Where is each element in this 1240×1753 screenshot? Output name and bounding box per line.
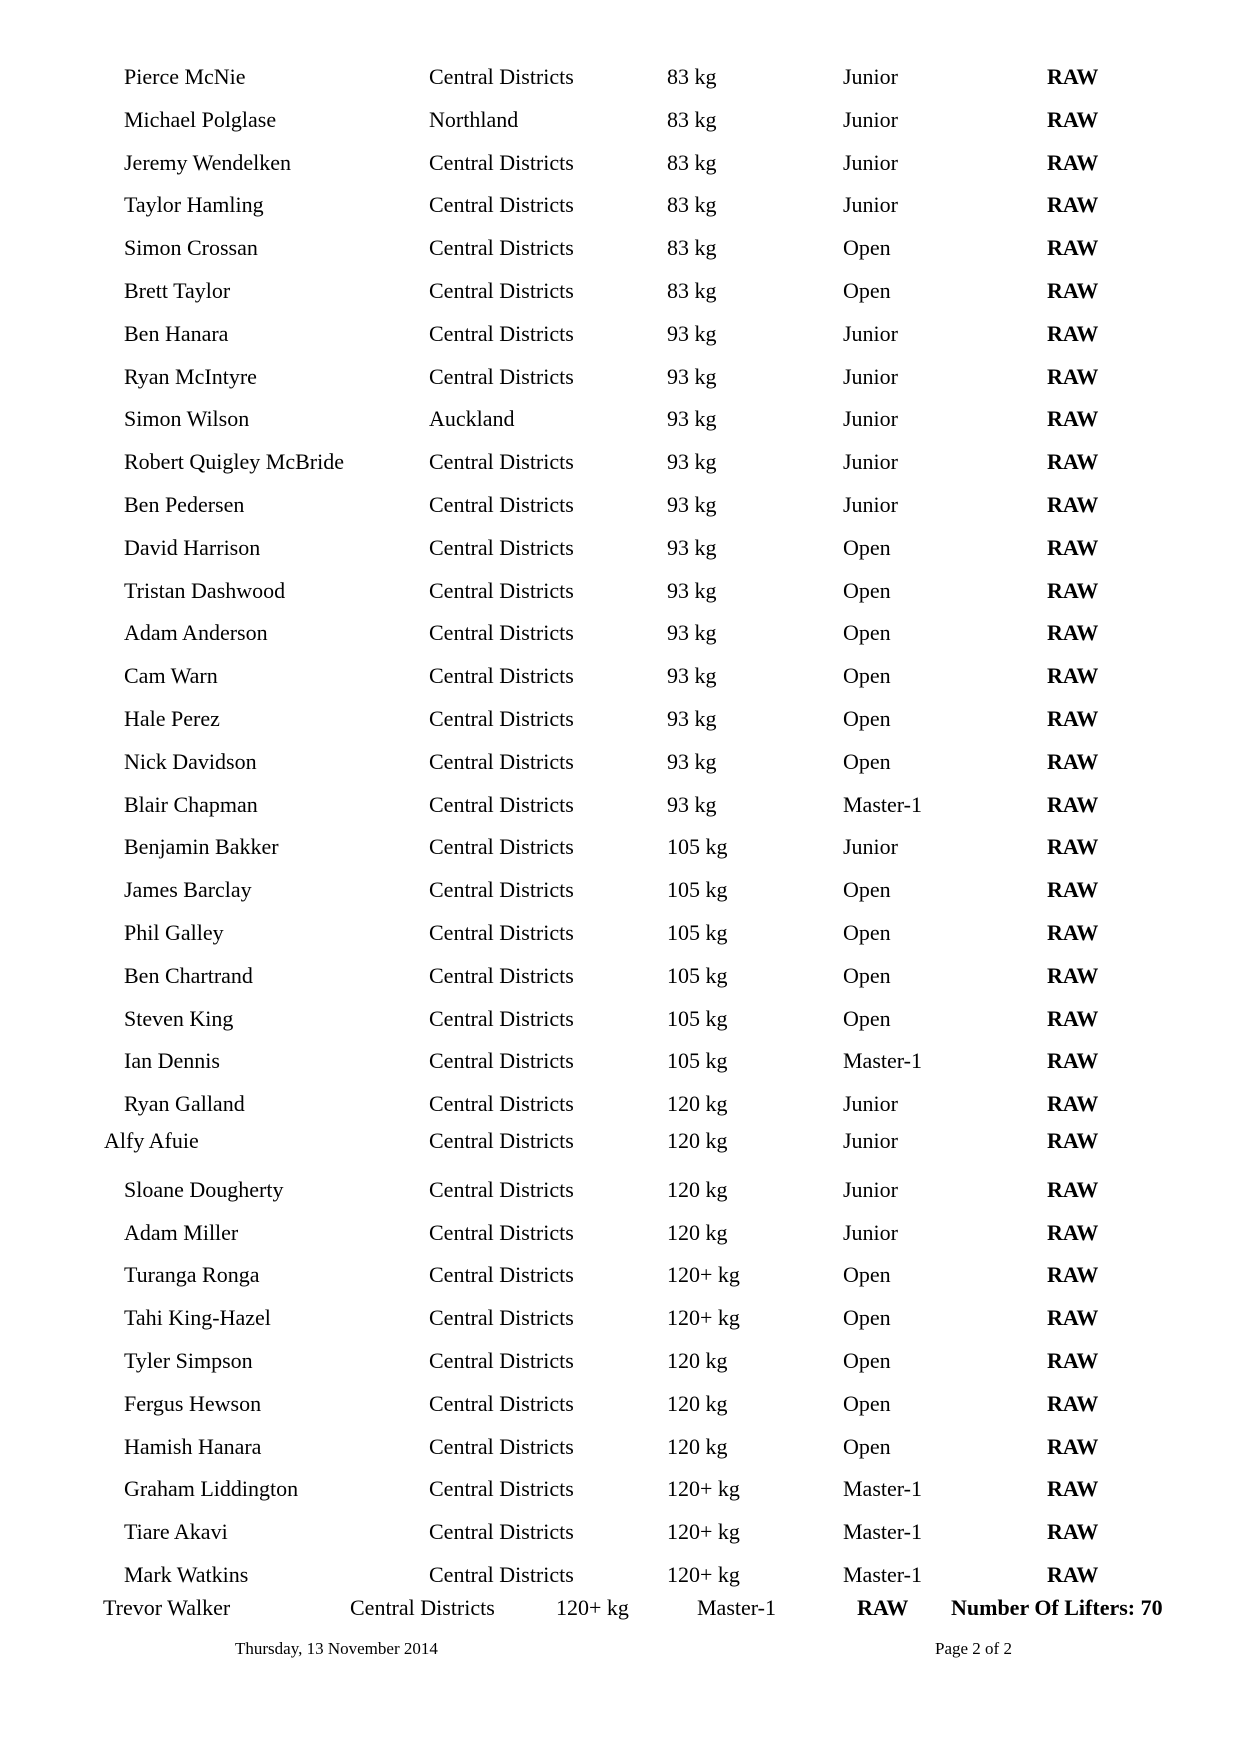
lifter-row bbox=[0, 1432, 1240, 1462]
division: Open bbox=[843, 534, 891, 560]
equipment-raw: RAW bbox=[1047, 1562, 1099, 1587]
division: Open bbox=[843, 1262, 891, 1288]
lifter-name: Jeremy Wendelken bbox=[124, 149, 292, 175]
lifter-district: Central Districts bbox=[429, 278, 574, 303]
lifter-row bbox=[0, 704, 1240, 734]
lifter-name: Tristan Dashwood bbox=[124, 577, 286, 603]
weight-class: 120 kg bbox=[667, 1091, 728, 1117]
lifter-name: Tiare Akavi bbox=[124, 1519, 228, 1545]
lifter-district: Auckland bbox=[429, 406, 515, 432]
division: Master-1 bbox=[843, 791, 922, 817]
lifter-district: Central Districts bbox=[429, 1091, 574, 1117]
lifter-row bbox=[0, 148, 1240, 178]
weight-class: 93 kg bbox=[667, 406, 717, 432]
weight-class: 120+ kg bbox=[667, 1305, 740, 1331]
division: Master-1 bbox=[843, 1048, 922, 1074]
lifter-row bbox=[0, 490, 1240, 520]
lifter-district: Central Districts bbox=[429, 1048, 574, 1074]
lifter-district: Central Districts bbox=[429, 1176, 574, 1202]
weight-class: 93 kg bbox=[667, 791, 717, 817]
lifter-district: Central Districts bbox=[429, 363, 574, 389]
lifter-row bbox=[0, 661, 1240, 691]
division: Junior bbox=[843, 149, 898, 175]
weight-class: 93 kg bbox=[667, 620, 717, 646]
lifter-name: Simon Wilson bbox=[124, 406, 250, 432]
equipment-raw: RAW bbox=[1047, 1091, 1099, 1117]
equipment-raw: RAW bbox=[1047, 1476, 1099, 1502]
weight-class: 93 kg bbox=[667, 748, 717, 774]
equipment-raw: RAW bbox=[1047, 1219, 1099, 1245]
lifter-district: Central Districts bbox=[429, 192, 574, 218]
weight-class: 105 kg bbox=[667, 834, 728, 860]
division: Open bbox=[843, 577, 891, 603]
lifter-row bbox=[0, 190, 1240, 220]
lifter-row bbox=[0, 1517, 1240, 1547]
division: Open bbox=[843, 1005, 891, 1031]
lifter-name: Adam Miller bbox=[124, 1219, 239, 1245]
weight-class: 120+ kg bbox=[667, 1476, 740, 1502]
division: Junior bbox=[843, 64, 898, 89]
lifter-name: Alfy Afuie bbox=[104, 1128, 199, 1153]
division: Open bbox=[843, 962, 891, 988]
lifter-name: Hale Perez bbox=[124, 706, 220, 731]
lifter-name: Fergus Hewson bbox=[124, 1390, 262, 1416]
division: Junior bbox=[843, 449, 898, 475]
lifter-district: Central Districts bbox=[429, 320, 574, 346]
lifter-row bbox=[0, 1004, 1240, 1034]
lifter-name: Ryan McIntyre bbox=[124, 363, 257, 389]
weight-class: 120+ kg bbox=[667, 1562, 740, 1587]
weight-class: 105 kg bbox=[667, 877, 728, 903]
lifter-row bbox=[0, 1175, 1240, 1205]
division: Junior bbox=[843, 834, 898, 860]
lifter-district: Central Districts bbox=[350, 1595, 495, 1620]
lifter-row bbox=[0, 1303, 1240, 1333]
division: Junior bbox=[843, 320, 898, 346]
lifter-row bbox=[0, 276, 1240, 306]
lifter-row bbox=[0, 362, 1240, 392]
weight-class: 93 kg bbox=[667, 706, 717, 731]
lifter-name: Tahi King-Hazel bbox=[124, 1305, 271, 1331]
equipment-raw: RAW bbox=[1047, 920, 1099, 945]
division: Master-1 bbox=[843, 1562, 922, 1587]
weight-class: 93 kg bbox=[667, 449, 717, 475]
division: Junior bbox=[843, 1176, 898, 1202]
lifter-name: Cam Warn bbox=[124, 663, 218, 689]
division: Junior bbox=[843, 192, 898, 218]
division: Junior bbox=[843, 406, 898, 432]
lifter-district: Central Districts bbox=[429, 64, 574, 89]
lifter-row bbox=[0, 404, 1240, 434]
lifter-row bbox=[0, 1089, 1240, 1119]
division: Open bbox=[843, 748, 891, 774]
division: Open bbox=[843, 663, 891, 689]
lifter-row bbox=[0, 1389, 1240, 1419]
lifter-name: Pierce McNie bbox=[124, 64, 246, 89]
equipment-raw: RAW bbox=[1047, 620, 1099, 646]
equipment-raw: RAW bbox=[857, 1595, 909, 1620]
lifter-name: Adam Anderson bbox=[124, 620, 268, 646]
division: Open bbox=[843, 1433, 891, 1459]
equipment-raw: RAW bbox=[1047, 834, 1099, 860]
lifter-district: Central Districts bbox=[429, 663, 574, 689]
lifter-row bbox=[0, 1260, 1240, 1290]
division: Open bbox=[843, 278, 891, 303]
weight-class: 105 kg bbox=[667, 1048, 728, 1074]
lifter-row bbox=[0, 961, 1240, 991]
equipment-raw: RAW bbox=[1047, 278, 1099, 303]
lifter-name: David Harrison bbox=[124, 534, 261, 560]
equipment-raw: RAW bbox=[1047, 449, 1099, 475]
weight-class: 120 kg bbox=[667, 1390, 728, 1416]
lifter-row bbox=[0, 62, 1240, 92]
weight-class: 83 kg bbox=[667, 235, 717, 261]
lifter-row bbox=[0, 233, 1240, 263]
lifter-district: Central Districts bbox=[429, 149, 574, 175]
equipment-raw: RAW bbox=[1047, 1519, 1099, 1545]
lifter-row bbox=[0, 747, 1240, 777]
lifter-row bbox=[0, 447, 1240, 477]
weight-class: 93 kg bbox=[667, 320, 717, 346]
division: Master-1 bbox=[843, 1476, 922, 1502]
footer-date: Thursday, 13 November 2014 bbox=[235, 1639, 438, 1658]
lifter-name: Mark Watkins bbox=[124, 1562, 249, 1587]
weight-class: 93 kg bbox=[667, 663, 717, 689]
lifter-district: Central Districts bbox=[429, 834, 574, 860]
lifter-district: Central Districts bbox=[429, 748, 574, 774]
equipment-raw: RAW bbox=[1047, 577, 1099, 603]
division: Junior bbox=[843, 1091, 898, 1117]
equipment-raw: RAW bbox=[1047, 1305, 1099, 1331]
equipment-raw: RAW bbox=[1047, 149, 1099, 175]
lifter-row bbox=[0, 618, 1240, 648]
equipment-raw: RAW bbox=[1047, 320, 1099, 346]
division: Open bbox=[843, 706, 891, 731]
equipment-raw: RAW bbox=[1047, 235, 1099, 261]
lifter-district: Central Districts bbox=[429, 920, 574, 945]
lifter-district: Central Districts bbox=[429, 1562, 574, 1587]
lifter-district: Central Districts bbox=[429, 877, 574, 903]
division: Junior bbox=[843, 492, 898, 517]
lifter-row bbox=[0, 1218, 1240, 1248]
equipment-raw: RAW bbox=[1047, 363, 1099, 389]
equipment-raw: RAW bbox=[1047, 877, 1099, 903]
equipment-raw: RAW bbox=[1047, 192, 1099, 218]
lifter-district: Northland bbox=[429, 106, 519, 132]
lifter-name: Turanga Ronga bbox=[124, 1262, 260, 1288]
lifter-name: Benjamin Bakker bbox=[124, 834, 279, 860]
lifter-name: James Barclay bbox=[124, 877, 252, 903]
lifter-name: Sloane Dougherty bbox=[124, 1176, 284, 1202]
division: Open bbox=[843, 235, 891, 261]
lifter-name: Simon Crossan bbox=[124, 235, 258, 261]
lifter-row bbox=[0, 1560, 1240, 1590]
weight-class: 120 kg bbox=[667, 1176, 728, 1202]
lifter-name: Ian Dennis bbox=[124, 1048, 220, 1074]
equipment-raw: RAW bbox=[1047, 1262, 1099, 1288]
division: Open bbox=[843, 877, 891, 903]
lifter-name: Steven King bbox=[124, 1005, 234, 1031]
lifter-district: Central Districts bbox=[429, 1348, 574, 1373]
weight-class: 120 kg bbox=[667, 1219, 728, 1245]
equipment-raw: RAW bbox=[1047, 492, 1099, 517]
lifter-row bbox=[0, 1346, 1240, 1376]
lifter-name: Michael Polglase bbox=[124, 106, 277, 132]
lifter-name: Phil Galley bbox=[124, 920, 224, 945]
lifter-row bbox=[0, 533, 1240, 563]
division: Open bbox=[843, 1390, 891, 1416]
division: Open bbox=[843, 920, 891, 945]
weight-class: 120 kg bbox=[667, 1128, 728, 1153]
division: Master-1 bbox=[843, 1519, 922, 1545]
lifter-name: Ben Pedersen bbox=[124, 492, 245, 517]
lifter-district: Central Districts bbox=[429, 1476, 574, 1502]
weight-class: 120+ kg bbox=[667, 1262, 740, 1288]
equipment-raw: RAW bbox=[1047, 962, 1099, 988]
lifter-row bbox=[0, 1126, 1240, 1156]
division: Open bbox=[843, 1348, 891, 1373]
lifter-district: Central Districts bbox=[429, 577, 574, 603]
lifter-name: Graham Liddington bbox=[124, 1476, 299, 1502]
lifter-district: Central Districts bbox=[429, 492, 574, 517]
lifter-name: Robert Quigley McBride bbox=[124, 449, 344, 475]
lifter-name: Hamish Hanara bbox=[124, 1433, 262, 1459]
lifter-row bbox=[0, 832, 1240, 862]
weight-class: 120 kg bbox=[667, 1433, 728, 1459]
equipment-raw: RAW bbox=[1047, 106, 1099, 132]
equipment-raw: RAW bbox=[1047, 64, 1099, 89]
lifter-row bbox=[0, 576, 1240, 606]
weight-class: 120+ kg bbox=[556, 1595, 629, 1620]
division: Junior bbox=[843, 106, 898, 132]
division: Junior bbox=[843, 1128, 898, 1153]
equipment-raw: RAW bbox=[1047, 748, 1099, 774]
weight-class: 93 kg bbox=[667, 534, 717, 560]
lifter-district: Central Districts bbox=[429, 1519, 574, 1545]
summary-row bbox=[0, 1593, 1240, 1623]
lifter-district: Central Districts bbox=[429, 706, 574, 731]
equipment-raw: RAW bbox=[1047, 791, 1099, 817]
equipment-raw: RAW bbox=[1047, 1005, 1099, 1031]
weight-class: 120 kg bbox=[667, 1348, 728, 1373]
lifter-district: Central Districts bbox=[429, 1305, 574, 1331]
lifter-row bbox=[0, 1046, 1240, 1076]
equipment-raw: RAW bbox=[1047, 663, 1099, 689]
lifter-name: Ben Hanara bbox=[124, 320, 229, 346]
equipment-raw: RAW bbox=[1047, 406, 1099, 432]
lifter-name: Taylor Hamling bbox=[124, 192, 264, 218]
weight-class: 93 kg bbox=[667, 492, 717, 517]
equipment-raw: RAW bbox=[1047, 1390, 1099, 1416]
lifter-district: Central Districts bbox=[429, 534, 574, 560]
lifter-name: Ben Chartrand bbox=[124, 962, 253, 988]
equipment-raw: RAW bbox=[1047, 706, 1099, 731]
weight-class: 105 kg bbox=[667, 962, 728, 988]
division: Master-1 bbox=[697, 1595, 776, 1620]
lifter-district: Central Districts bbox=[429, 1005, 574, 1031]
equipment-raw: RAW bbox=[1047, 1048, 1099, 1074]
lifter-district: Central Districts bbox=[429, 962, 574, 988]
weight-class: 83 kg bbox=[667, 192, 717, 218]
lifter-name: Brett Taylor bbox=[124, 278, 231, 303]
weight-class: 83 kg bbox=[667, 106, 717, 132]
weight-class: 93 kg bbox=[667, 363, 717, 389]
weight-class: 105 kg bbox=[667, 920, 728, 945]
lifter-district: Central Districts bbox=[429, 1262, 574, 1288]
lifter-name: Nick Davidson bbox=[124, 748, 257, 774]
division: Open bbox=[843, 620, 891, 646]
lifter-row bbox=[0, 319, 1240, 349]
weight-class: 83 kg bbox=[667, 64, 717, 89]
lifter-row bbox=[0, 918, 1240, 948]
lifter-district: Central Districts bbox=[429, 1390, 574, 1416]
lifter-district: Central Districts bbox=[429, 620, 574, 646]
lifter-district: Central Districts bbox=[429, 1433, 574, 1459]
equipment-raw: RAW bbox=[1047, 1348, 1099, 1373]
weight-class: 83 kg bbox=[667, 278, 717, 303]
lifter-name: Trevor Walker bbox=[103, 1595, 231, 1620]
lifter-name: Ryan Galland bbox=[124, 1091, 245, 1117]
equipment-raw: RAW bbox=[1047, 1433, 1099, 1459]
equipment-raw: RAW bbox=[1047, 534, 1099, 560]
equipment-raw: RAW bbox=[1047, 1176, 1099, 1202]
lifter-row bbox=[0, 875, 1240, 905]
lifter-row bbox=[0, 105, 1240, 135]
lifter-district: Central Districts bbox=[429, 1219, 574, 1245]
division: Junior bbox=[843, 1219, 898, 1245]
lifter-row bbox=[0, 1474, 1240, 1504]
lifter-district: Central Districts bbox=[429, 1128, 574, 1153]
lifter-name: Tyler Simpson bbox=[124, 1348, 253, 1373]
weight-class: 83 kg bbox=[667, 149, 717, 175]
division: Junior bbox=[843, 363, 898, 389]
weight-class: 105 kg bbox=[667, 1005, 728, 1031]
lifter-name: Blair Chapman bbox=[124, 791, 258, 817]
weight-class: 93 kg bbox=[667, 577, 717, 603]
lifters-count: Number Of Lifters: 70 bbox=[951, 1595, 1163, 1620]
weight-class: 120+ kg bbox=[667, 1519, 740, 1545]
lifter-district: Central Districts bbox=[429, 235, 574, 261]
division: Open bbox=[843, 1305, 891, 1331]
lifter-district: Central Districts bbox=[429, 791, 574, 817]
lifter-row bbox=[0, 790, 1240, 820]
footer-page-number: Page 2 of 2 bbox=[935, 1639, 1012, 1658]
equipment-raw: RAW bbox=[1047, 1128, 1099, 1153]
lifter-district: Central Districts bbox=[429, 449, 574, 475]
